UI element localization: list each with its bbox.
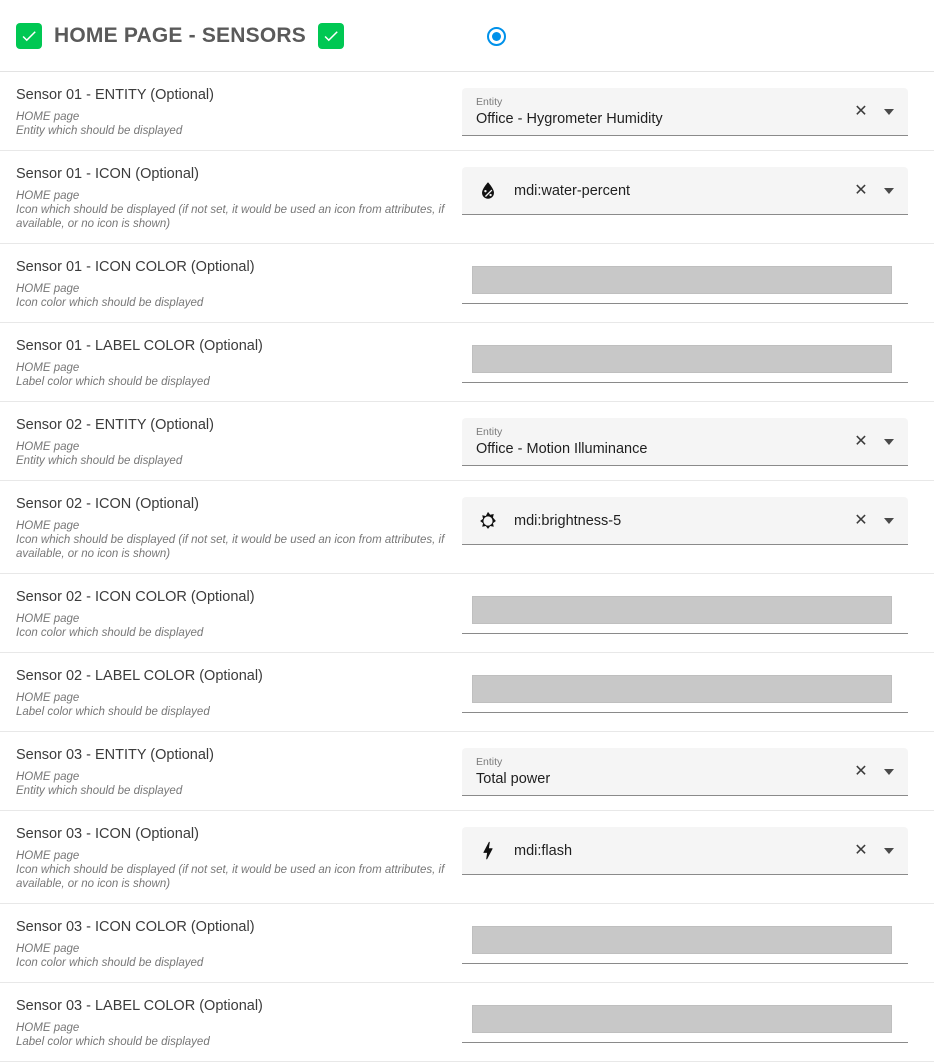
row-subtitle-help: Entity which should be displayed [16,785,183,797]
row-title: Sensor 02 - ICON (Optional) [16,496,199,512]
entity-select-field[interactable] [462,418,908,466]
row-subtitle-help: Icon color which should be displayed [16,297,204,309]
row-description [16,825,462,891]
field-texts [476,426,848,458]
row-subtitle-page: HOME page [16,771,80,783]
row-control [462,416,918,466]
row-title: Sensor 03 - ICON COLOR (Optional) [16,919,255,935]
row-subtitle-page: HOME page [16,943,80,955]
field-value[interactable]: mdi:brightness-5 [514,512,622,529]
header-checkbox-right[interactable] [318,23,344,49]
settings-row [0,653,934,732]
color-swatch[interactable] [472,345,892,373]
page-header [0,0,934,72]
color-swatch[interactable] [472,266,892,294]
row-description [16,165,462,231]
close-icon[interactable]: ✕ [854,511,868,529]
row-subtitle-help: Label color which should be displayed [16,376,210,388]
field-label: Entity [476,755,503,768]
row-subtitle-page: HOME page [16,111,80,123]
field-actions [848,838,902,864]
close-icon[interactable]: ✕ [854,762,868,780]
header-checkbox-left[interactable] [16,23,42,49]
row-control [462,165,918,215]
color-swatch[interactable] [472,1005,892,1033]
row-subtitle-help: Icon which should be displayed (if not set, it would be used an icon from attributes, if available, or no icon is shown) [16,864,445,890]
settings-row [0,481,934,574]
close-icon[interactable]: ✕ [854,181,868,199]
color-swatch[interactable] [472,675,892,703]
radio-inner-dot [492,32,501,41]
row-control [462,337,918,383]
field-value[interactable]: Office - Motion Illuminance [476,440,648,457]
row-title: Sensor 02 - ENTITY (Optional) [16,417,214,433]
row-title: Sensor 01 - ICON (Optional) [16,166,199,182]
settings-row [0,983,934,1062]
color-picker-field[interactable] [462,590,908,634]
close-icon[interactable]: ✕ [854,841,868,859]
row-title: Sensor 03 - LABEL COLOR (Optional) [16,998,263,1014]
row-control [462,997,918,1043]
field-actions [848,99,902,125]
color-picker-field[interactable] [462,260,908,304]
color-picker-field[interactable] [462,999,908,1043]
row-subtitle-page: HOME page [16,850,80,862]
field-actions [848,508,902,534]
row-subtitle-page: HOME page [16,441,80,453]
field-label: Entity [476,95,503,108]
entity-select-field[interactable] [462,748,908,796]
field-texts [476,756,848,788]
row-description [16,495,462,561]
row-subtitle-help: Icon which should be displayed (if not set, it would be used an icon from attributes, if available, or no icon is shown) [16,534,445,560]
flash-icon [476,839,500,863]
row-subtitle-help: Label color which should be displayed [16,706,210,718]
settings-row [0,323,934,402]
chevron-down-icon[interactable] [876,178,902,204]
row-subtitle-page: HOME page [16,692,80,704]
chevron-down-icon[interactable] [876,429,902,455]
icon-select-field[interactable] [462,827,908,875]
row-control [462,86,918,136]
close-icon[interactable]: ✕ [854,432,868,450]
row-subtitle-help: Label color which should be displayed [16,1036,210,1048]
row-description [16,746,462,798]
chevron-down-icon[interactable] [876,759,902,785]
row-title: Sensor 01 - LABEL COLOR (Optional) [16,338,263,354]
settings-row [0,904,934,983]
row-title: Sensor 01 - ENTITY (Optional) [16,87,214,103]
row-subtitle-page: HOME page [16,362,80,374]
row-title: Sensor 02 - LABEL COLOR (Optional) [16,668,263,684]
row-subtitle-page: HOME page [16,613,80,625]
color-swatch[interactable] [472,926,892,954]
field-texts [514,512,848,530]
row-control [462,825,918,875]
field-actions [848,429,902,455]
close-icon[interactable]: ✕ [854,102,868,120]
chevron-down-icon[interactable] [876,99,902,125]
row-subtitle-help: Icon color which should be displayed [16,627,204,639]
row-description [16,337,462,389]
settings-rows [0,72,934,1062]
icon-select-field[interactable] [462,167,908,215]
brightness-5-icon [476,509,500,533]
color-picker-field[interactable] [462,669,908,713]
row-description [16,997,462,1049]
row-description [16,588,462,640]
settings-row [0,811,934,904]
field-actions [848,178,902,204]
chevron-down-icon[interactable] [876,508,902,534]
field-label: Entity [476,425,503,438]
field-texts [514,842,848,860]
row-subtitle-page: HOME page [16,283,80,295]
row-subtitle-page: HOME page [16,520,80,532]
field-value[interactable]: Total power [476,770,551,787]
row-description [16,667,462,719]
radio-outer-ring [487,27,506,46]
row-control [462,667,918,713]
row-subtitle-help: Icon which should be displayed (if not set, it would be used an icon from attributes, if available, or no icon is shown) [16,204,445,230]
color-swatch[interactable] [472,596,892,624]
field-actions [848,759,902,785]
field-value[interactable]: Office - Hygrometer Humidity [476,110,663,127]
row-title: Sensor 03 - ICON (Optional) [16,826,199,842]
row-subtitle-help: Icon color which should be displayed [16,957,204,969]
settings-row [0,72,934,151]
row-control [462,746,918,796]
row-control [462,918,918,964]
settings-row [0,574,934,653]
field-value[interactable]: mdi:water-percent [514,182,631,199]
page-title: HOME PAGE - SENSORS [54,23,306,47]
chevron-down-icon[interactable] [876,838,902,864]
icon-select-field[interactable] [462,497,908,545]
entity-select-field[interactable] [462,88,908,136]
row-title: Sensor 03 - ENTITY (Optional) [16,747,214,763]
row-description [16,416,462,468]
color-picker-field[interactable] [462,339,908,383]
row-control [462,258,918,304]
row-subtitle-help: Entity which should be displayed [16,455,183,467]
water-percent-icon [476,179,500,203]
color-picker-field[interactable] [462,920,908,964]
field-value[interactable]: mdi:flash [514,842,573,859]
row-subtitle-help: Entity which should be displayed [16,125,183,137]
field-texts [514,182,848,200]
row-description [16,258,462,310]
row-subtitle-page: HOME page [16,1022,80,1034]
row-control [462,495,918,545]
header-radio-button[interactable] [484,24,508,48]
row-control [462,588,918,634]
row-title: Sensor 01 - ICON COLOR (Optional) [16,259,255,275]
settings-row [0,244,934,323]
settings-row [0,402,934,481]
row-title: Sensor 02 - ICON COLOR (Optional) [16,589,255,605]
settings-row [0,732,934,811]
row-description [16,86,462,138]
field-texts [476,96,848,128]
row-description [16,918,462,970]
settings-row [0,151,934,244]
row-subtitle-page: HOME page [16,190,80,202]
